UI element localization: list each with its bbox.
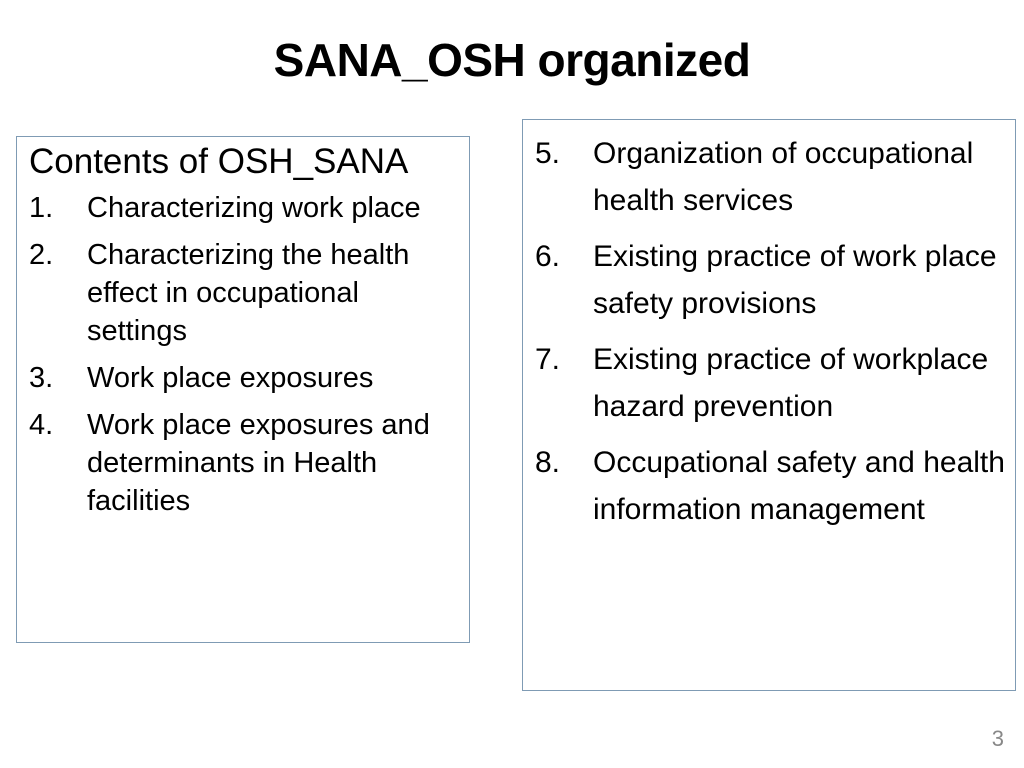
right-content-box	[522, 119, 1016, 691]
slide-title: SANA_OSH organized	[273, 34, 751, 86]
contents-list-left	[29, 189, 461, 520]
list-item-text: Existing practice of workplace hazard prevention	[593, 343, 989, 423]
list-item-text: Characterizing work place	[87, 192, 421, 224]
list-item	[535, 130, 1007, 224]
contents-list-right	[535, 130, 1007, 533]
list-item-text: Work place exposures and determinants in Health facilities	[87, 409, 430, 517]
list-item-number: 3.	[29, 362, 54, 394]
list-item	[535, 439, 1007, 533]
contents-heading: Contents of OSH_SANA	[29, 142, 409, 181]
list-item-text: Work place exposures	[87, 362, 374, 394]
list-item-number: 5.	[535, 137, 561, 170]
list-item-number: 4.	[29, 409, 54, 441]
list-item	[29, 406, 461, 520]
list-item-text: Characterizing the health effect in occupational settings	[87, 239, 410, 347]
list-item	[29, 189, 461, 227]
list-item	[29, 236, 461, 350]
list-item	[535, 336, 1007, 430]
list-item-number: 8.	[535, 446, 561, 479]
list-item-number: 2.	[29, 239, 54, 271]
list-item-number: 1.	[29, 192, 54, 224]
left-content-box	[16, 136, 470, 643]
list-item-number: 6.	[535, 240, 561, 273]
list-item-number: 7.	[535, 343, 561, 376]
list-item-text: Occupational safety and health information management	[593, 446, 1005, 526]
list-item-text: Organization of occupational health services	[593, 137, 974, 217]
list-item	[29, 359, 461, 397]
list-item	[535, 233, 1007, 327]
page-number: 3	[991, 726, 1004, 751]
list-item-text: Existing practice of work place safety provisions	[593, 240, 997, 320]
